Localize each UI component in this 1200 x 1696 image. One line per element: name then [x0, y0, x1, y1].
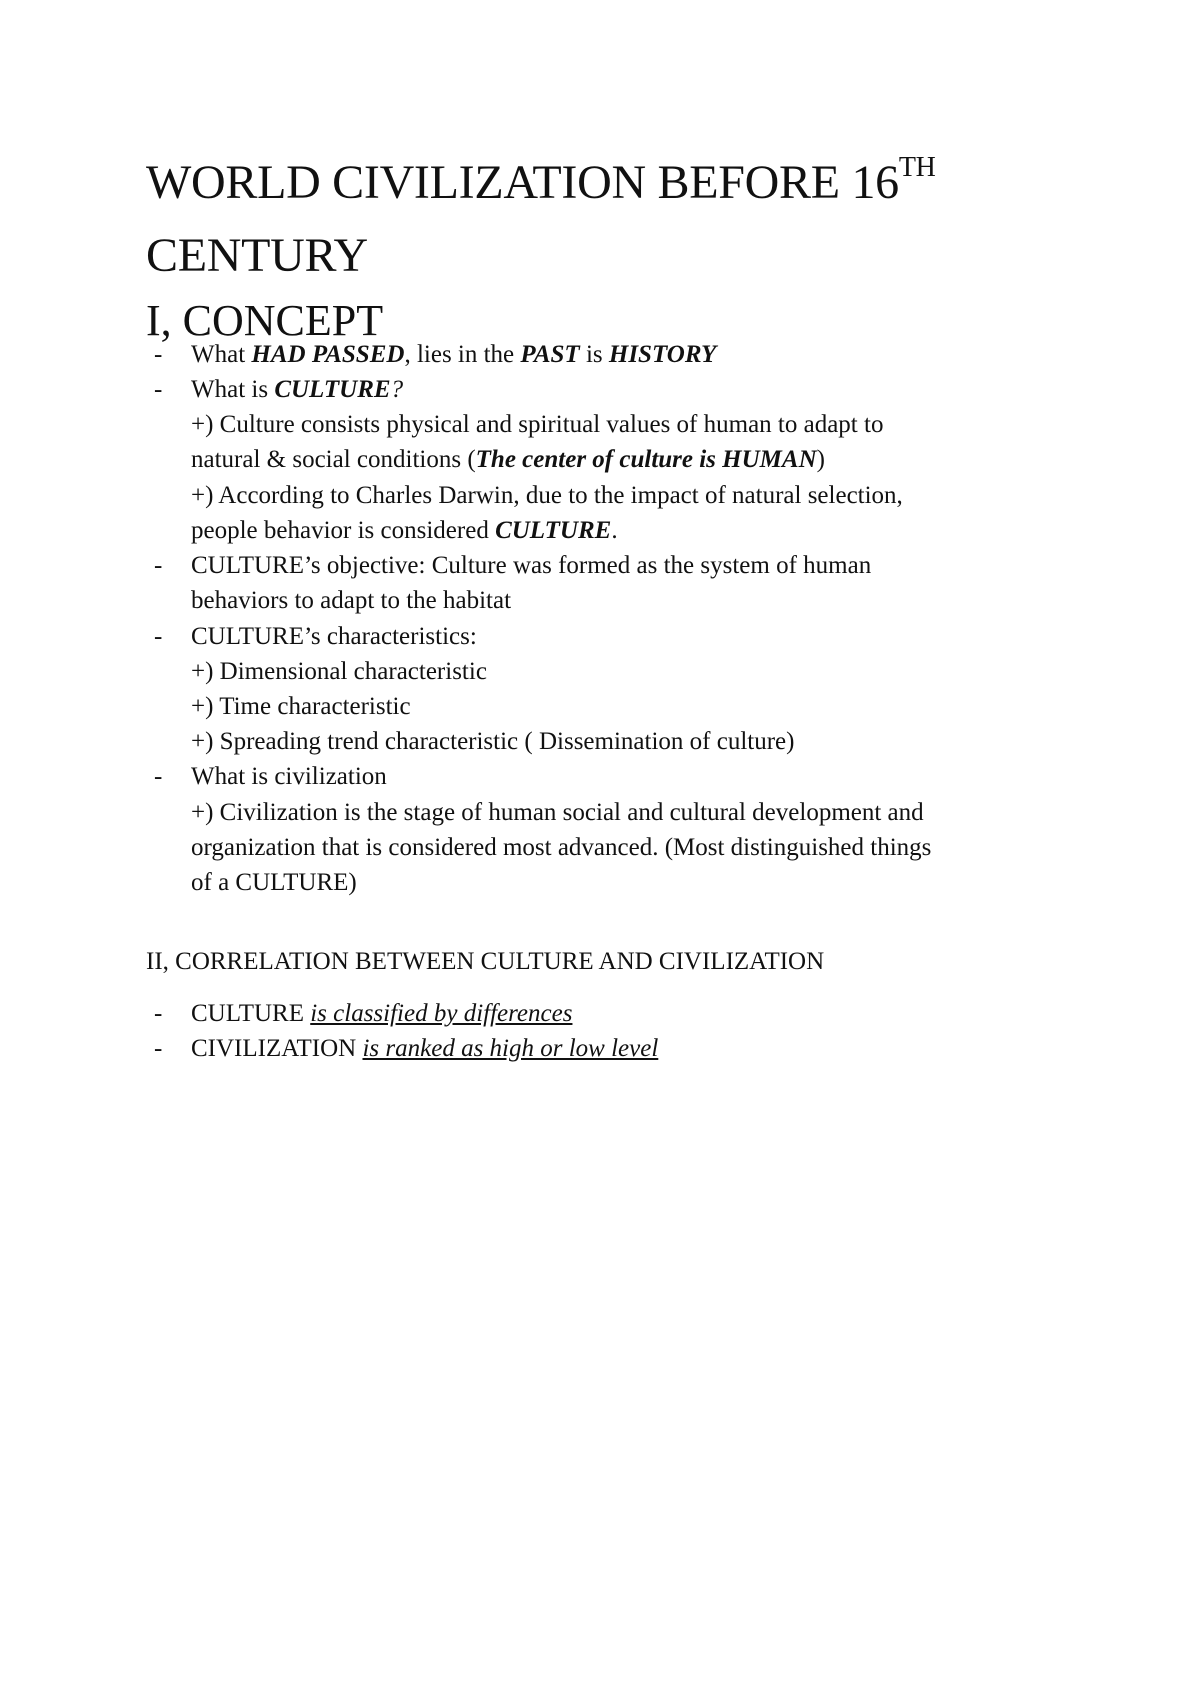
darwin-line-1: +) According to Charles Darwin, due to the impact of natural selection, — [191, 482, 903, 509]
bullet-dash: - — [154, 1035, 163, 1062]
culture-definition-line-2: natural & social conditions (The center of culture is HUMAN) — [191, 446, 825, 473]
section-heading-correlation: II, CORRELATION BETWEEN CULTURE AND CIVILIZATION — [146, 948, 825, 975]
title-line-1: WORLD CIVILIZATION BEFORE 16TH — [146, 152, 936, 209]
culture-definition-line-1: +) Culture consists physical and spiritual values of human to adapt to — [191, 411, 884, 438]
bullet-dash: - — [154, 623, 163, 650]
list-item-objective: - CULTURE’s objective: Culture was formed as the system of human — [0, 548, 1200, 583]
objective-line-2: behaviors to adapt to the habitat — [191, 587, 512, 614]
title-superscript: TH — [898, 152, 936, 183]
list-item-civilization-ranked: - CIVILIZATION is ranked as high or low level — [0, 1031, 1200, 1066]
list-item-history — [0, 337, 1200, 372]
bullet-dash: - — [154, 341, 163, 368]
history-text: What HAD PASSED, lies in the PAST is HISTORY — [191, 341, 717, 368]
characteristic-dimensional: +) Dimensional characteristic — [191, 658, 487, 685]
list-item-culture-classified: - CULTURE is classified by differences — [0, 996, 1200, 1031]
civilization-ranked-text: is ranked as high or low level — [362, 1035, 659, 1062]
list-item-characteristics: - CULTURE’s characteristics: — [0, 619, 1200, 654]
characteristic-time: +) Time characteristic — [191, 693, 411, 720]
bullet-dash: - — [154, 552, 163, 579]
characteristic-spreading: +) Spreading trend characteristic ( Dissemination of culture) — [191, 728, 795, 755]
title-line-2: CENTURY — [146, 229, 368, 282]
document-title — [146, 150, 1086, 289]
list-item-civilization: - What is civilization — [0, 759, 1200, 794]
bullet-dash: - — [154, 1000, 163, 1027]
civilization-line-1: +) Civilization is the stage of human social and cultural development and — [191, 799, 924, 826]
culture-question-text: What is CULTURE? — [191, 376, 404, 403]
civilization-line-3: of a CULTURE) — [191, 869, 357, 896]
civilization-line-2: organization that is considered most advanced. (Most distinguished things — [191, 834, 932, 861]
section-heading-concept: I, CONCEPT — [146, 296, 384, 345]
bullet-dash: - — [154, 763, 163, 790]
list-item-culture-question — [0, 372, 1200, 407]
culture-classified-text: is classified by differences — [310, 1000, 573, 1027]
bullet-dash: - — [154, 376, 163, 403]
darwin-line-2: people behavior is considered CULTURE. — [191, 517, 618, 544]
